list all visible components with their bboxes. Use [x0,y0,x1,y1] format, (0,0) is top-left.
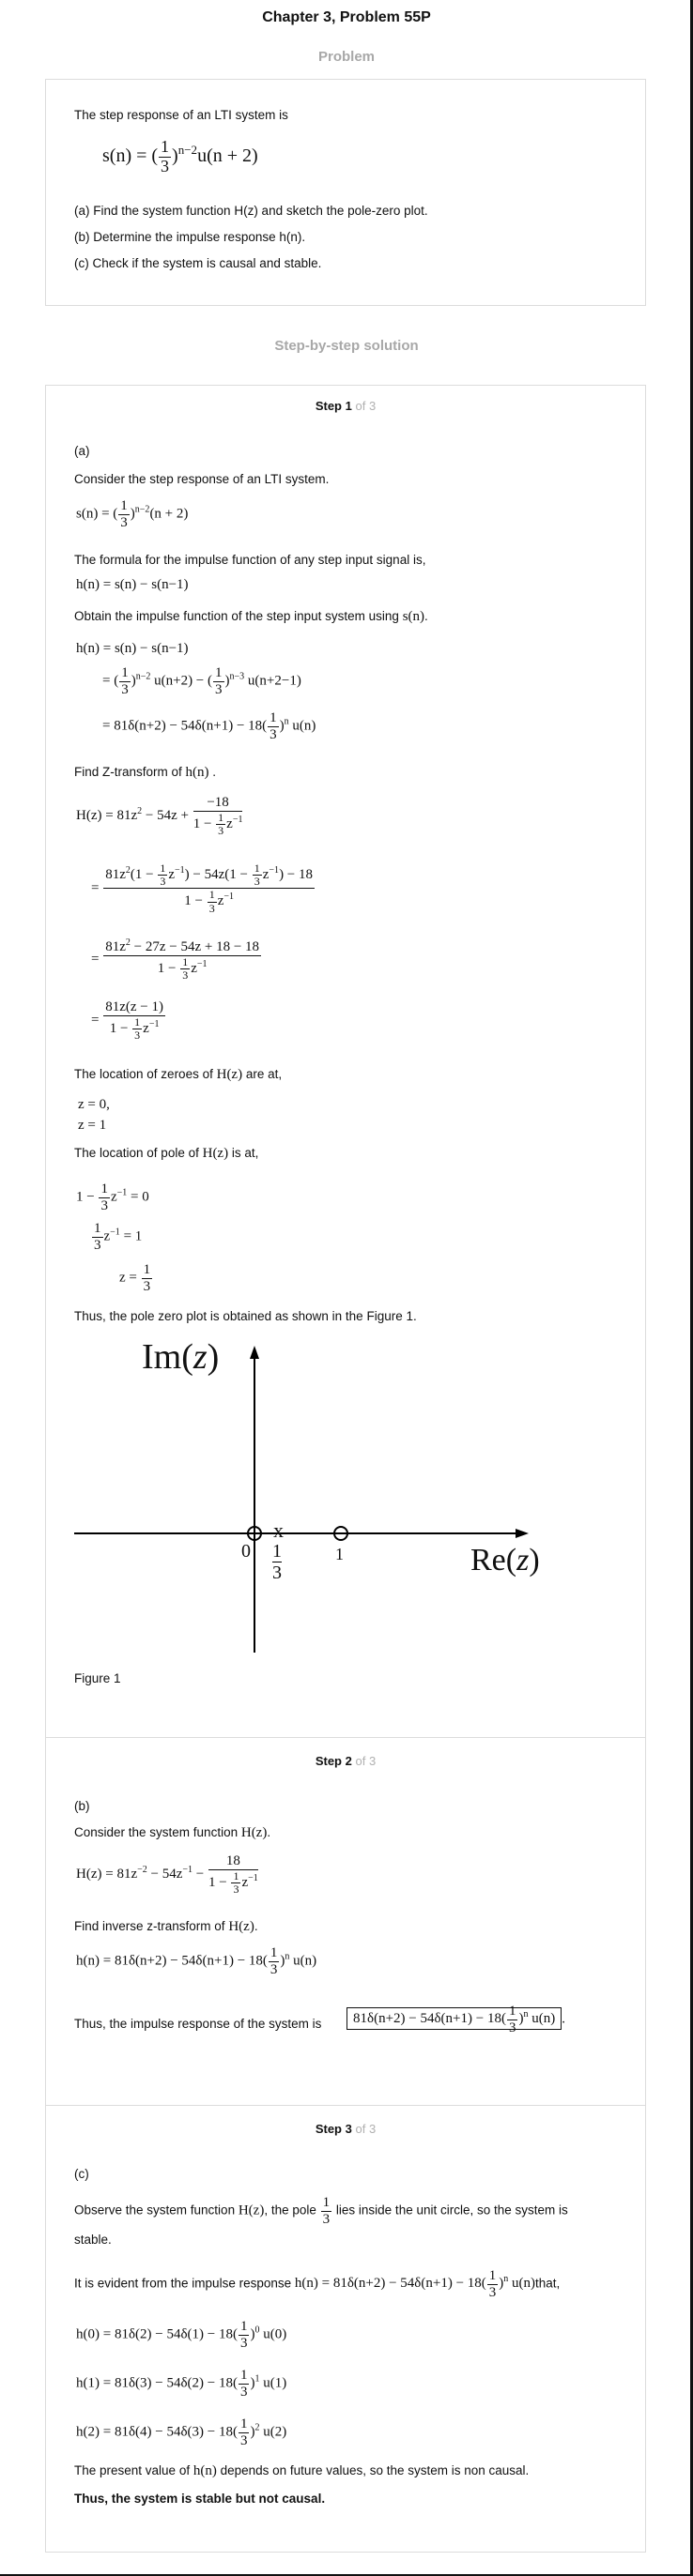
problem-section-title: Problem [317,49,375,65]
step2-consider-text: Consider the system function H(z). [74,1825,271,1840]
step1-pole-line-2: $\frac{1}{3}$ $z^{-1} = 1$ [94,1221,143,1253]
step2-part-label: (b) [74,1799,90,1813]
step1-hz-line-3: = $81z^2 - 27z - 54z + 18 - 18$ 1 − $\frac{1}{3}$ $z^{-1}$ [91,937,260,982]
step3-conclusion: Thus, the system is stable but not causal. [74,2492,326,2506]
step3-h2-eq: h(2) = 81δ(4) − 54δ(3) − 18( $\frac{1}{3}$ )$^2$ u(2) [76,2416,287,2448]
step1-part-label: (a) [74,444,90,458]
problem-part-c: (c) Check if the system is causal and stable. [74,256,322,270]
step3-present-text: The present value of h(n) depends on future values, so the system is non causal. [74,2463,530,2478]
step1-step-response-eq: s(n) = ( $\frac{1}{3}$ )$^{n-2}$(n + 2) [76,498,189,530]
step2-hn-eq: h(n) = 81δ(n+2) − 54δ(n+1) − 18( $\frac{1}{3}$ )$^n$ u(n) [76,1945,317,1977]
step-1-heading: Step 1 of 3 [315,399,377,413]
step1-pole-text: The location of pole of H(z) is at, [74,1146,259,1161]
problem-card [45,79,646,306]
step1-find-z-text: Find Z-transform of h(n) . [74,765,217,780]
step1-zero-2: z = 1 [78,1118,107,1133]
step1-hz-line-4: = 81z(z − 1) 1 − $\frac{1}{3}$ $z^{-1}$ [91,999,163,1042]
im-axis-label: Im(z) [142,1337,220,1377]
step1-pole-line-3: z = $\frac{1}{3}$ [119,1262,151,1294]
step3-h1-eq: h(1) = 81δ(3) − 54δ(2) − 18( $\frac{1}{3}$ )$^1$ u(1) [76,2368,287,2400]
step1-derivation-line-3: = 81δ(n+2) − 54δ(n+1) − 18( $\frac{1}{3}$ )$^n$ u(n) [102,710,316,742]
step1-consider-text: Consider the step response of an LTI system. [74,472,330,486]
pole-label: $\frac{1}{3}$ [272,1541,282,1583]
step-3-heading: Step 3 of 3 [315,2122,377,2136]
pole-marker: x [273,1518,284,1542]
solution-card [45,385,646,2553]
step3-stable-text: stable. [74,2233,112,2247]
problem-formula: s(n) = ( $\frac{1}{3}$ )$^{n-2}$u(n + 2) [102,137,258,175]
step1-thus-text: Thus, the pole zero plot is obtained as shown in the Figure 1. [74,1309,417,1323]
step1-hz-line-2: = $81z^2(1$ − $\frac{1}{3}$ $z^{-1}) - 54z(1$ − $\frac{1}{3}$ $z^{-1}) - 18$ 1 − $\frac{1}{3}$ $z^{-1}$ [91,861,314,915]
zero-one-label: 1 [335,1545,344,1563]
step1-pole-line-1: 1 − $\frac{1}{3}$ $z^{-1} = 0$ [76,1181,149,1213]
problem-part-a: (a) Find the system function H(z) and sketch the pole-zero plot. [74,204,428,218]
step3-observe-text: Observe the system function H(z), the pole $\frac{1}{3}$ lies inside the unit circle, so the system is [74,2195,568,2227]
step1-formula-text: The formula for the impulse function of any step input signal is, [74,553,426,567]
step1-zeros-text: The location of zeroes of H(z) are at, [74,1067,283,1082]
step3-part-label: (c) [74,2167,89,2181]
real-axis-arrow [516,1529,529,1538]
solution-section-title: Step-by-step solution [274,338,419,354]
page-title: Chapter 3, Problem 55P [262,9,431,25]
figure-caption: Figure 1 [74,1671,121,1685]
step2-final-answer: 81δ(n+2) − 54δ(n+1) − 18( $\frac{1}{3}$ )$^n$ u(n) . [346,2004,565,2035]
problem-intro: The step response of an LTI system is [74,108,288,122]
imag-axis-arrow [250,1346,259,1359]
step1-zero-1: z = 0, [78,1097,110,1112]
step1-obtain-text: Obtain the impulse function of the step input system using s(n). [74,609,428,624]
step2-find-inverse-text: Find inverse z-transform of H(z). [74,1919,258,1934]
step1-impulse-formula: h(n) = s(n) − s(n−1) [76,577,189,592]
step1-derivation-line-2: = ( $\frac{1}{3}$ )$^{n-2}$ u(n+2) − ( $\frac{1}{3}$ )$^{n-3}$ u(n+2−1) [102,665,301,697]
step1-derivation-line-1: h(n) = s(n) − s(n−1) [76,641,189,656]
step2-thus-text: Thus, the impulse response of the system is [74,2017,322,2031]
origin-label: 0 [241,1541,251,1562]
step3-h0-eq: h(0) = 81δ(2) − 54δ(1) − 18( $\frac{1}{3}$ )$^0$ u(0) [76,2319,287,2351]
problem-part-b: (b) Determine the impulse response h(n). [74,230,306,244]
step-2-heading: Step 2 of 3 [315,1754,377,1768]
re-axis-label: Re(z) [470,1543,540,1578]
step3-evident-text: It is evident from the impulse response h(n) = 81δ(n+2) − 54δ(n+1) − 18( $\frac{1}{3}$ )$^n$ u(n)that, [74,2268,561,2300]
pole-zero-plot [55,1329,619,1676]
step2-hz-eq: $H(z) = 81z^{-2} - 54z^{-1}$ − 18 1 − $\frac{1}{3}$ $z^{-1}$ [76,1853,258,1896]
step1-hz-line-1: $H(z) = 81z^2 - 54z$ + −18 1 − $\frac{1}{3}$ $z^{-1}$ [76,795,243,837]
